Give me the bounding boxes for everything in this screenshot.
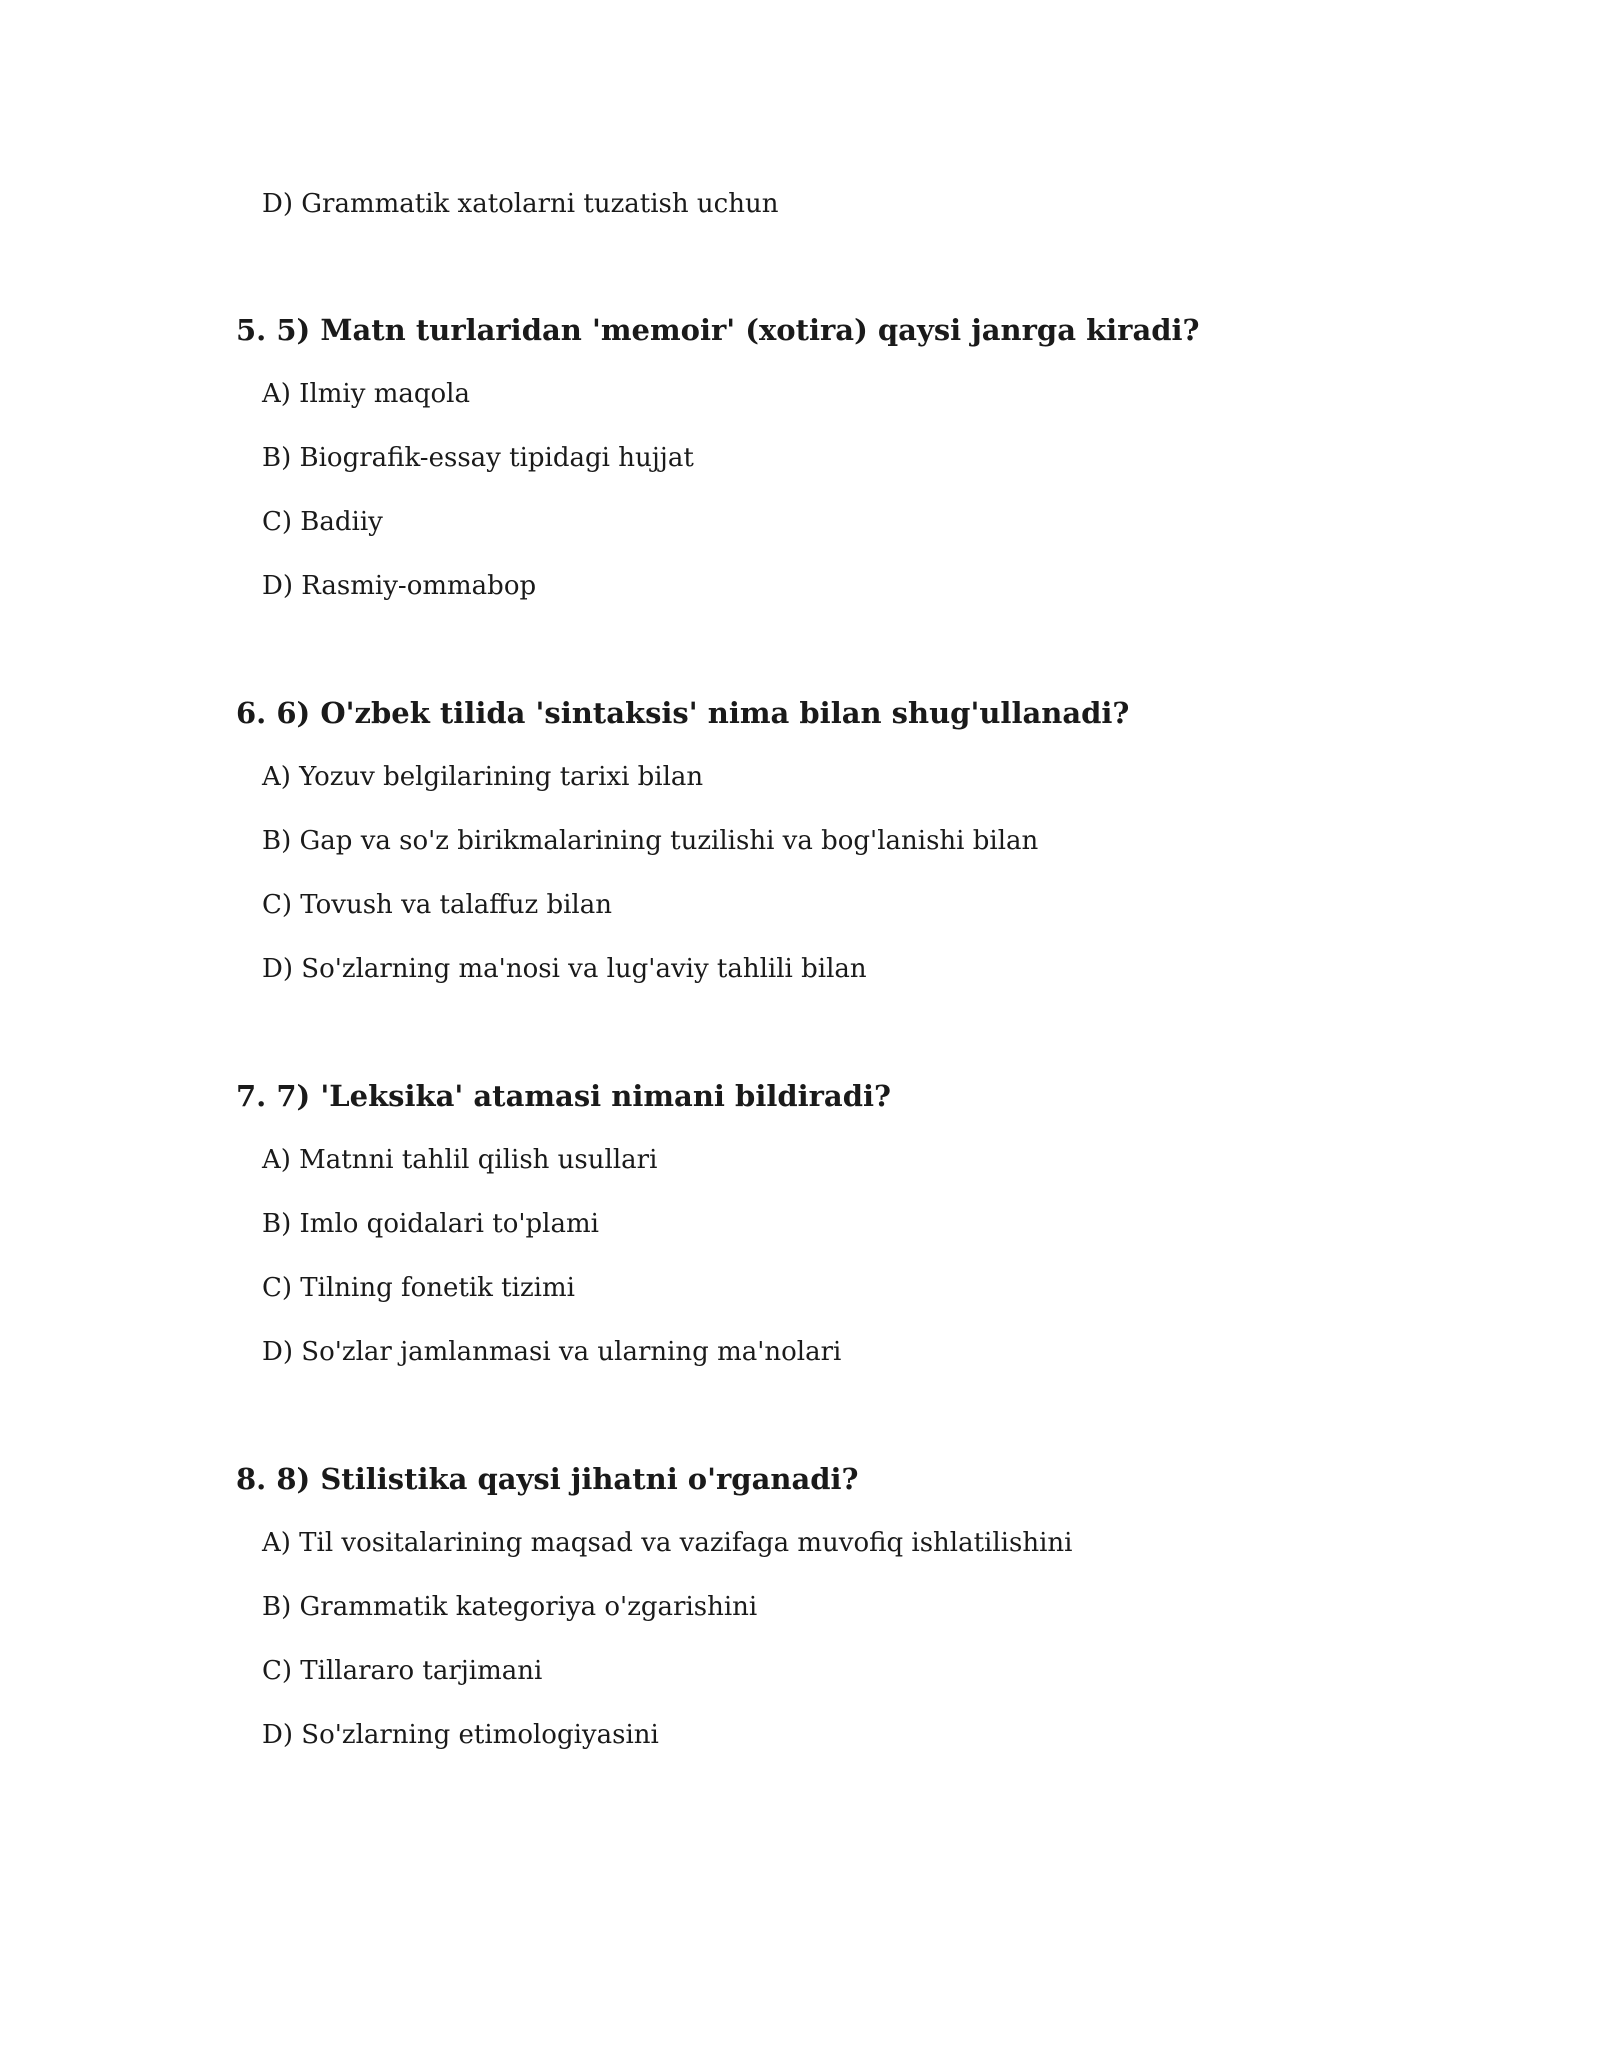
answer-option-a: A) Til vositalarining maqsad va vazifaga muvofiq ishlatilishini [262,1528,1073,1558]
question-7 [236,1076,1436,1370]
answer-option-d: D) So'zlar jamlanmasi va ularning ma'nolari [262,1337,842,1367]
answer-option-b: B) Biografik-essay tipidagi hujjat [262,443,694,473]
question-title: 6. 6) O'zbek tilida 'sintaksis' nima bilan shug'ullanadi? [236,696,1130,730]
answer-option-a: A) Ilmiy maqola [262,379,470,409]
continued-answer-option: D) Grammatik xatolarni tuzatish uchun [262,189,779,219]
question-8 [236,1459,1436,1753]
answer-option-b: B) Grammatik kategoriya o'zgarishini [262,1592,758,1622]
answer-option-b: B) Imlo qoidalari to'plami [262,1209,599,1239]
question-6 [236,693,1436,987]
answer-option-c: C) Tillararo tarjimani [262,1656,543,1686]
question-title: 8. 8) Stilistika qaysi jihatni o'rganadi? [236,1462,859,1496]
question-title: 7. 7) 'Leksika' atamasi nimani bildiradi? [236,1079,892,1113]
answer-option-c: C) Tilning fonetik tizimi [262,1273,575,1303]
answer-option-c: C) Tovush va talaffuz bilan [262,890,612,920]
answer-option-a: A) Yozuv belgilarining tarixi bilan [262,762,704,792]
answer-option-a: A) Matnni tahlil qilish usullari [262,1145,658,1175]
answer-option-b: B) Gap va so'z birikmalarining tuzilishi va bog'lanishi bilan [262,826,1039,856]
answer-option-d: D) So'zlarning ma'nosi va lug'aviy tahlili bilan [262,954,867,984]
answer-option-d: D) So'zlarning etimologiyasini [262,1720,659,1750]
question-5 [236,310,1436,604]
answer-option-c: C) Badiiy [262,507,383,537]
question-title: 5. 5) Matn turlaridan 'memoir' (xotira) qaysi janrga kiradi? [236,313,1200,347]
answer-option-d: D) Rasmiy-ommabop [262,571,537,601]
